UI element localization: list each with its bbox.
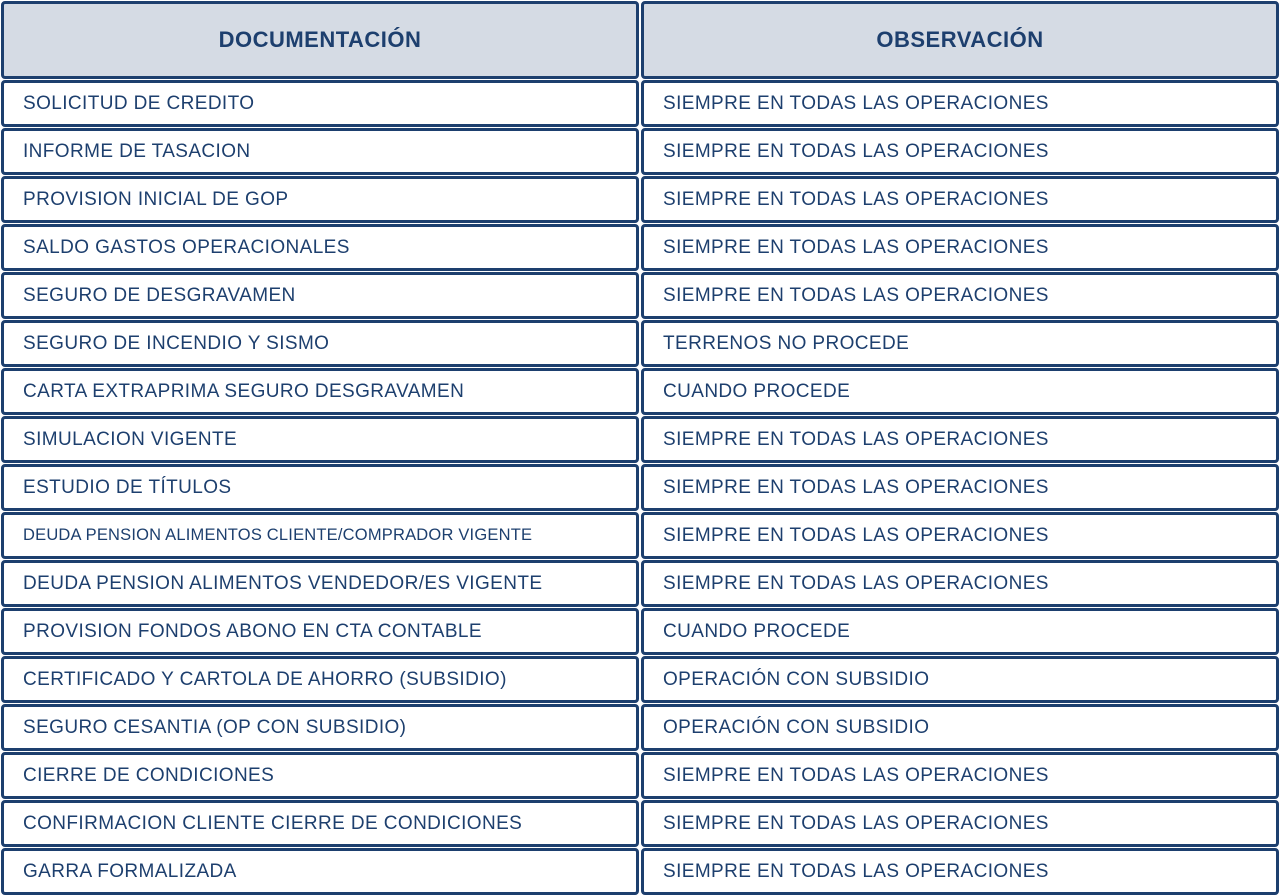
table-cell-documentation: CARTA EXTRAPRIMA SEGURO DESGRAVAMEN <box>1 368 639 415</box>
table-cell-documentation: CONFIRMACION CLIENTE CIERRE DE CONDICIONES <box>1 800 639 847</box>
table-cell-documentation: INFORME DE TASACION <box>1 128 639 175</box>
table-cell-documentation: SEGURO DE INCENDIO Y SISMO <box>1 320 639 367</box>
table-cell-observation: SIEMPRE EN TODAS LAS OPERACIONES <box>641 560 1279 607</box>
table-cell-documentation: PROVISION INICIAL DE GOP <box>1 176 639 223</box>
table-cell-observation: SIEMPRE EN TODAS LAS OPERACIONES <box>641 224 1279 271</box>
table-cell-documentation: ESTUDIO DE TÍTULOS <box>1 464 639 511</box>
table-cell-documentation: SEGURO DE DESGRAVAMEN <box>1 272 639 319</box>
table-cell-documentation: GARRA FORMALIZADA <box>1 848 639 895</box>
table-cell-documentation: SEGURO CESANTIA (OP CON SUBSIDIO) <box>1 704 639 751</box>
table-cell-documentation: SIMULACION VIGENTE <box>1 416 639 463</box>
table-cell-documentation: SOLICITUD DE CREDITO <box>1 80 639 127</box>
table-cell-observation: SIEMPRE EN TODAS LAS OPERACIONES <box>641 800 1279 847</box>
table-cell-documentation: DEUDA PENSION ALIMENTOS VENDEDOR/ES VIGENTE <box>1 560 639 607</box>
table-cell-documentation: SALDO GASTOS OPERACIONALES <box>1 224 639 271</box>
table-cell-observation: SIEMPRE EN TODAS LAS OPERACIONES <box>641 512 1279 559</box>
table-cell-observation: SIEMPRE EN TODAS LAS OPERACIONES <box>641 752 1279 799</box>
header-documentation: DOCUMENTACIÓN <box>1 1 639 79</box>
table-cell-observation: SIEMPRE EN TODAS LAS OPERACIONES <box>641 848 1279 895</box>
table-cell-observation: SIEMPRE EN TODAS LAS OPERACIONES <box>641 272 1279 319</box>
table-cell-observation: CUANDO PROCEDE <box>641 608 1279 655</box>
table-cell-observation: OPERACIÓN CON SUBSIDIO <box>641 704 1279 751</box>
header-observation: OBSERVACIÓN <box>641 1 1279 79</box>
table-cell-documentation: PROVISION FONDOS ABONO EN CTA CONTABLE <box>1 608 639 655</box>
table-cell-documentation: CIERRE DE CONDICIONES <box>1 752 639 799</box>
table-cell-observation: CUANDO PROCEDE <box>641 368 1279 415</box>
table-cell-documentation: DEUDA PENSION ALIMENTOS CLIENTE/COMPRADOR VIGENTE <box>1 512 639 559</box>
table-cell-observation: SIEMPRE EN TODAS LAS OPERACIONES <box>641 176 1279 223</box>
table-cell-observation: SIEMPRE EN TODAS LAS OPERACIONES <box>641 128 1279 175</box>
table-cell-observation: OPERACIÓN CON SUBSIDIO <box>641 656 1279 703</box>
table-cell-observation: SIEMPRE EN TODAS LAS OPERACIONES <box>641 416 1279 463</box>
table-cell-observation: SIEMPRE EN TODAS LAS OPERACIONES <box>641 80 1279 127</box>
table-cell-documentation: CERTIFICADO Y CARTOLA DE AHORRO (SUBSIDIO) <box>1 656 639 703</box>
table-cell-observation: TERRENOS NO PROCEDE <box>641 320 1279 367</box>
table-cell-observation: SIEMPRE EN TODAS LAS OPERACIONES <box>641 464 1279 511</box>
